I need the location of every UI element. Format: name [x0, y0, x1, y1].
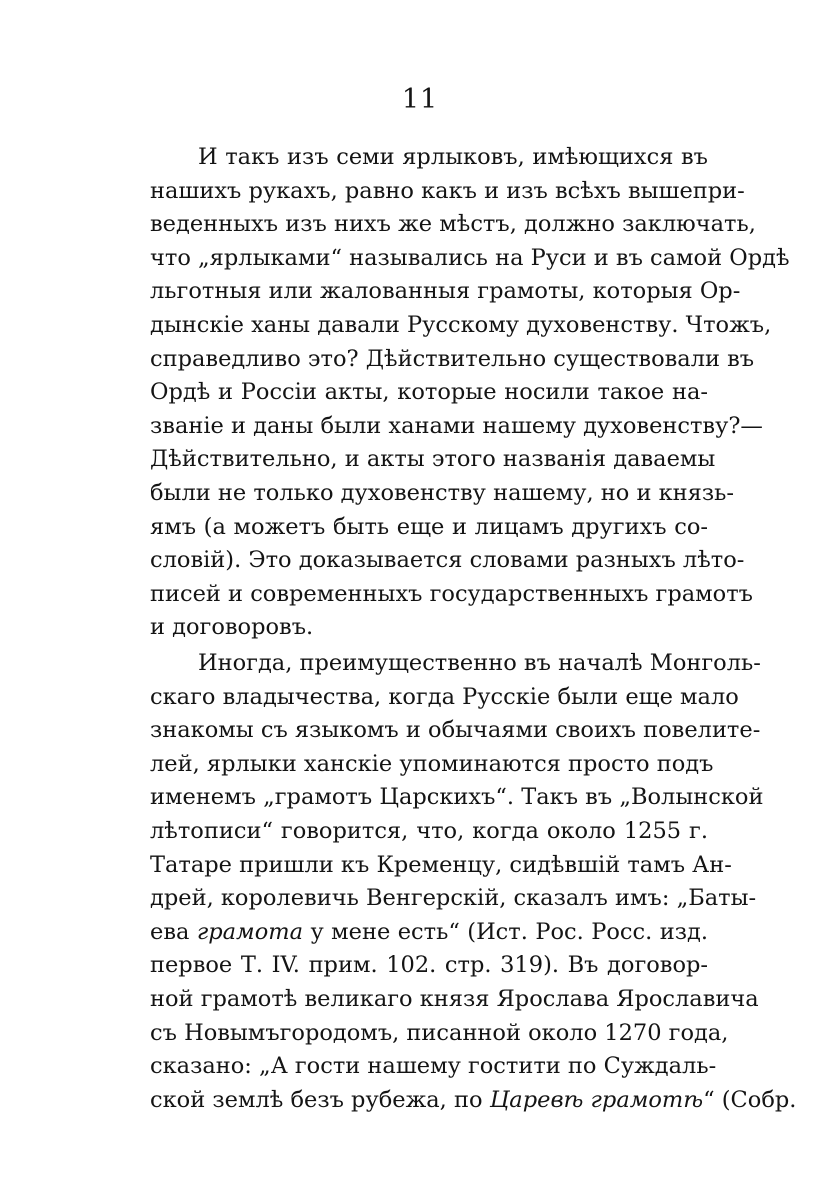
text-segment: у мене есть“ (Ист. Рос. Росс. изд. — [303, 918, 708, 945]
text-line: съ Новымъгородомъ, писанной около 1270 года, — [150, 1019, 729, 1046]
paragraph-1 — [150, 141, 790, 645]
text-line: писей и современныхъ государственныхъ грамотъ — [150, 580, 753, 607]
text-line: лей, ярлыки ханскіе упоминаются просто подъ — [150, 750, 714, 777]
text-line — [150, 916, 708, 950]
text-line: И такъ изъ семи ярлыковъ, имѣющихся въ — [198, 144, 708, 170]
text-line: Иногда, преимущественно въ началѣ Монголь- — [198, 650, 761, 676]
text-line: были не только духовенству нашему, но и князь- — [150, 479, 734, 506]
text-line: веденныхъ изъ нихъ же мѣстъ, должно заключать, — [150, 211, 756, 238]
text-line: скаго владычества, когда Русскіе были еще мало — [150, 683, 739, 710]
text-line: ной грамотѣ великаго князя Ярослава Ярославича — [150, 985, 759, 1012]
text-line: что „ярлыками“ назывались на Руси и въ самой Ордѣ — [150, 244, 790, 271]
text-line: знакомы съ языкомъ и обычаями своихъ повелите- — [150, 717, 761, 744]
text-segment: ева — [150, 918, 197, 945]
paragraph-2 — [150, 647, 797, 1117]
text-line — [150, 1084, 797, 1118]
text-line: словій). Это доказывается словами разныхъ лѣто- — [150, 547, 745, 574]
text-line: ямъ (а можетъ быть еще и лицамъ другихъ со- — [150, 513, 708, 540]
text-line: и договоровъ. — [150, 614, 314, 641]
italic-text: грамота — [196, 918, 303, 945]
text-line: сказано: „А гости нашему гостити по Суждаль- — [150, 1053, 717, 1080]
text-line: льготныя или жалованныя грамоты, которыя Ор- — [150, 278, 741, 305]
text-line: справедливо это? Дѣйствительно существовали въ — [150, 345, 755, 372]
text-line: званіе и даны были ханами нашему духовенству?— — [150, 412, 763, 439]
text-line: Дѣйствительно, и акты этого названія даваемы — [150, 446, 716, 473]
text-line: лѣтописи“ говорится, что, когда около 1255 г. — [150, 817, 708, 844]
text-line: Ордѣ и Россіи акты, которые носили такое на- — [150, 379, 708, 406]
text-line: нашихъ рукахъ, равно какъ и изъ всѣхъ вышепри- — [150, 177, 745, 204]
italic-text: Царевѣ грамотѣ — [489, 1086, 704, 1113]
text-line: первое Т. IV. прим. 102. стр. 319). Въ договор- — [150, 952, 708, 979]
text-line: дрей, королевичь Венгерскій, сказалъ имъ: „Баты- — [150, 885, 757, 912]
text-line: Татаре пришли къ Кременцу, сидѣвшій тамъ Ан- — [150, 851, 732, 878]
text-segment: “ (Собр. — [703, 1086, 797, 1113]
text-line: именемъ „грамотъ Царскихъ“. Такъ въ „Волынской — [150, 784, 764, 811]
text-line: дынскіе ханы давали Русскому духовенству. Чтожъ, — [150, 311, 772, 338]
text-segment: ской землѣ безъ рубежа, по — [150, 1086, 490, 1113]
page-number: 11 — [401, 84, 439, 115]
